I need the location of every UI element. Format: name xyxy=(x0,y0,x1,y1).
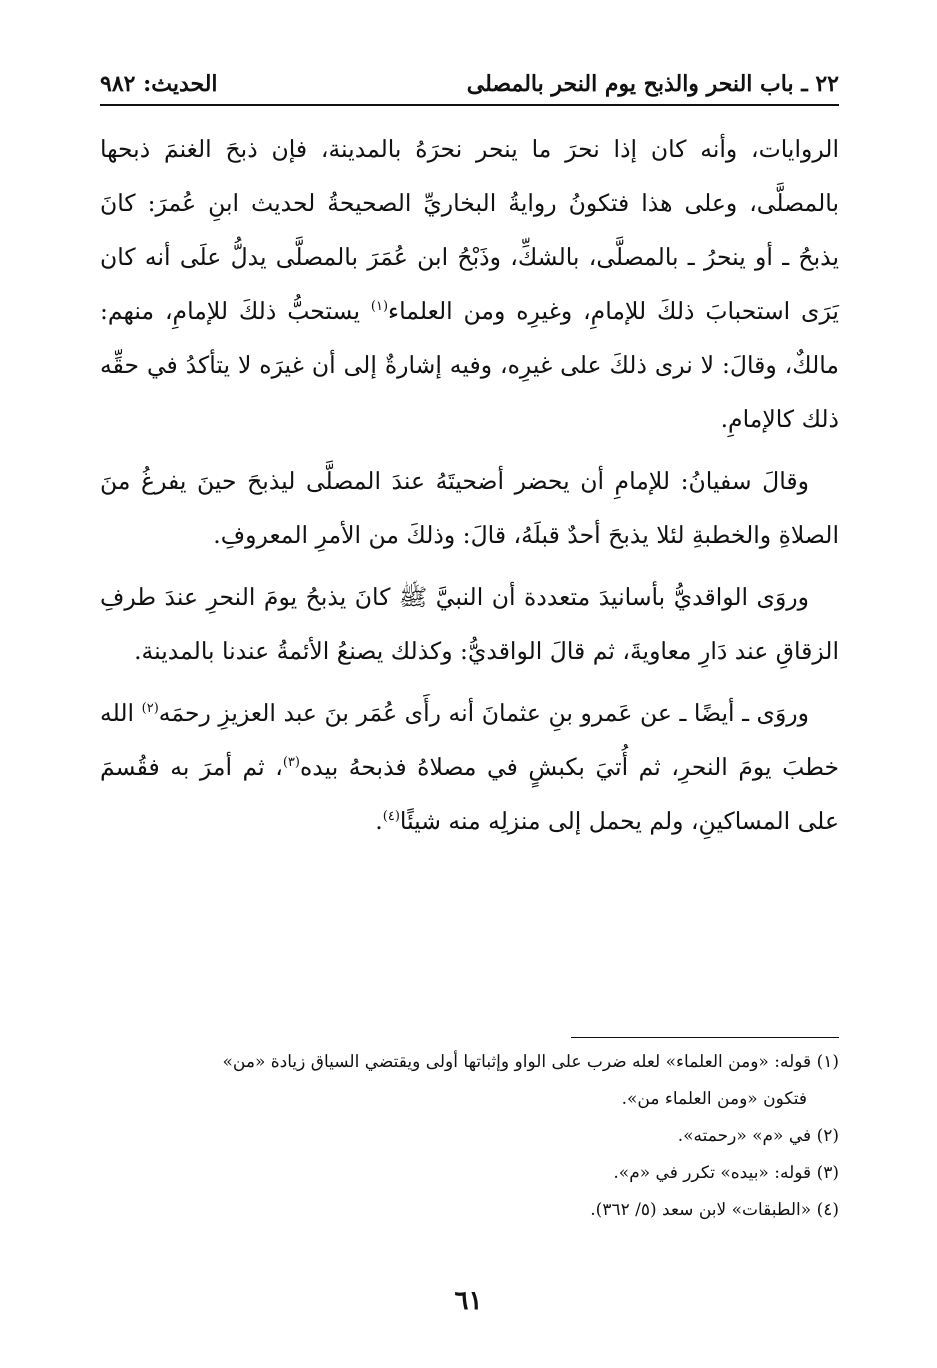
footnote-number: (٤) xyxy=(816,1200,839,1220)
header-divider xyxy=(100,104,839,106)
footnote-text: قوله: «ومن العلماء» لعله ضرب على الواو وإثباتها أولى ويقتضي السياق زيادة «من» xyxy=(222,1052,812,1072)
footnote-text: قوله: «بيده» تكرر في «م». xyxy=(613,1163,812,1183)
chapter-title: ٢٢ ـ باب النحر والذبح يوم النحر بالمصلى xyxy=(466,71,839,97)
footnote-ref-4: (٤) xyxy=(382,809,400,825)
footnote-number: (٣) xyxy=(816,1163,839,1183)
text-run: . xyxy=(375,807,383,835)
footnote-1-continuation: فتكون «ومن العلماء من». xyxy=(621,1089,807,1109)
text-run: وروَى ـ أيضًا ـ عن عَمرو بنِ عثمانَ أنه رأَى عُمَر بنَ عبد العزيزِ رحمَه xyxy=(158,699,809,727)
footnote-2 xyxy=(100,1118,839,1155)
footnotes xyxy=(100,1044,839,1229)
running-header xyxy=(100,66,839,102)
footnote-divider xyxy=(571,1037,839,1038)
paragraph-3: وروَى الواقديُّ بأسانيدَ متعددة أن النبيَّ ﷺ كانَ يذبحُ يومَ النحرِ عندَ طرفِ الزقاقِ عند دَارِ معاويةَ، ثم قالَ الواقديُّ: وكذلك يصنعُ الأئمةُ عندنا بالمدينة. xyxy=(100,583,839,665)
footnote-1 xyxy=(100,1044,839,1081)
main-text xyxy=(100,122,839,856)
footnote-text: «الطبقات» لابن سعد (٥/ ٣٦٢). xyxy=(590,1200,812,1220)
footnote-4 xyxy=(100,1192,839,1229)
text-line: كانَ يذبحُ ـ أو ينحرُ ـ بالمصلَّى، بالشكِّ، وذَبْحُ ابن عُمَرَ بالمصلَّى يدلُّ xyxy=(100,189,839,271)
text-run: ، ثم أمرَ به فقُسمَ على المساكينِ، ولم يحمل إلى منزلِه منه شيئًا xyxy=(100,753,839,835)
text-line: يستحبُّ xyxy=(287,297,361,325)
text-line: ذلكَ للإمامِ، منهم: مالكٌ، وقالَ: لا نرى ذلكَ على غيرِه، وفيه إشارةٌ xyxy=(100,297,839,379)
text-line: الروايات، وأنه كان إذا نحرَ ما ينحر نحرَهُ بالمدينة، فإن ذبحَ الغنمَ ذبحها xyxy=(100,135,839,163)
hadith-number: الحديث: ٩٨٢ xyxy=(100,71,218,97)
footnote-number: (١) xyxy=(816,1052,839,1072)
footnote-number: (٢) xyxy=(816,1126,839,1146)
text-line: علَى أنه كان يَرَى استحبابَ ذلكَ للإمامِ، وغيرِه ومن العلماء xyxy=(100,243,839,325)
text-run: الله خطبَ يومَ النحرِ، ثم أُتيَ بكبشٍ في مصلاهُ فذبحهُ بيده xyxy=(100,699,840,781)
paragraph-4 xyxy=(100,686,839,848)
footnote-ref-3: (٣) xyxy=(282,755,300,771)
text-line: بالمصلَّى، وعلى هذا فتكونُ روايةُ البخاريِّ الصحيحةُ لحديث ابنِ عُمرَ: xyxy=(147,189,839,217)
paragraph-1 xyxy=(100,122,839,446)
page-number: ٦١ xyxy=(454,1286,483,1316)
text-line: إلى أن غيرَه لا يتأكدُ في حقِّه ذلك كالإمامِ. xyxy=(100,351,839,433)
footnote-3 xyxy=(100,1155,839,1192)
footnote-text: في «م» «رحمته». xyxy=(677,1126,812,1146)
paragraph-2: وقالَ سفيانُ: للإمامِ أن يحضر أضحيتَهُ عندَ المصلَّى ليذبحَ حينَ يفرغُ منَ الصلاةِ والخطبةِ لئلا يذبحَ أحدٌ قبلَهُ، قالَ: وذلكَ من الأمرِ المعروفِ. xyxy=(100,467,839,549)
footnote-ref-1: (١) xyxy=(370,299,389,315)
footnote-ref-2: (٢) xyxy=(141,701,159,717)
